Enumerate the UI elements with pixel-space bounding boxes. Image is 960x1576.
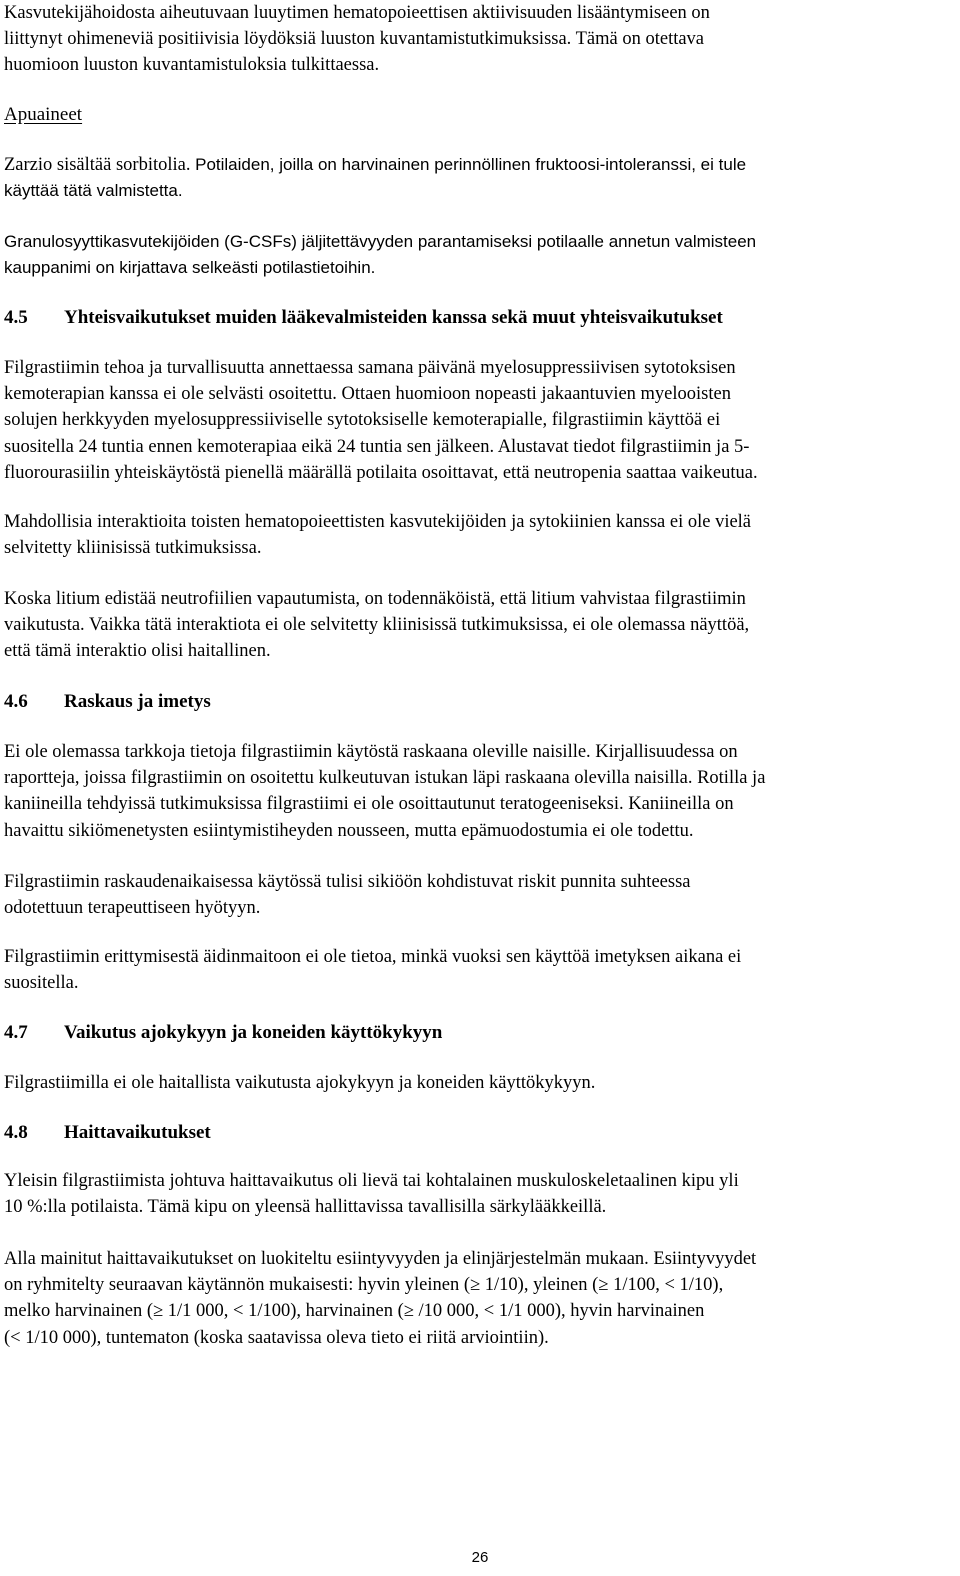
text-line: Koska litium edistää neutrofiilien vapautumista, on todennäköistä, että litium vahvistaa filgrastiimin [4, 589, 746, 609]
text-line: kaniineilla tehdyissä tutkimuksissa filgrastiimi ei ole osoittautunut teratogeeniseksi. Kaniineilla on [4, 794, 734, 815]
text-line: selvitetty kliinisissä tutkimuksissa. [4, 538, 262, 559]
section-4-8-paragraph-2 [4, 1246, 756, 1351]
apuaineet-heading: Apuaineet [4, 104, 83, 125]
section-number: 4.5 [4, 307, 28, 328]
text-line: on ryhmitelty seuraavan käytännön mukaisesti: hyvin yleinen (≥ 1/10), yleinen (≥ 1/100, < 1/10), [4, 1275, 724, 1296]
text-line: että tämä interaktio olisi haitallinen. [4, 641, 271, 662]
section-title: Haittavaikutukset [64, 1122, 211, 1143]
text-line: kemoterapian kanssa ei ole selvästi osoitettu. Ottaen huomioon nopeasti jakaantuvien myelooisten [4, 384, 731, 405]
section-4-5-paragraph-2 [4, 509, 751, 561]
text-line: fluorourasiilin yhteiskäytöstä pienellä määrällä potilaita osoittavat, että neutropenia saattaa vaikeutua. [4, 462, 758, 483]
section-title: Vaikutus ajokykyyn ja koneiden käyttökykyyn [64, 1022, 443, 1043]
section-4-8-heading [4, 1120, 211, 1146]
text-line: Alla mainitut haittavaikutukset on luokiteltu esiintyvyyden ja elinjärjestelmän mukaan. Esiintyvyydet [4, 1249, 757, 1269]
text-line: käyttää tätä valmistetta. [4, 181, 183, 201]
section-4-7-heading [4, 1020, 442, 1046]
text-line: suositella 24 tuntia ennen kemoterapiaa eikä 24 tuntia sen jälkeen. Alustavat tiedot filgrastiimin ja 5- [4, 436, 750, 457]
section-4-8-paragraph-1 [4, 1168, 739, 1220]
intro-paragraph [4, 0, 710, 79]
section-4-7-paragraph-1 [4, 1070, 595, 1096]
section-number: 4.8 [4, 1122, 28, 1143]
text-line: Filgrastiimin tehoa ja turvallisuutta annettaessa samana päivänä myelosuppressiivisen sytotoksisen [4, 358, 736, 378]
text-line: Granulosyyttikasvutekijöiden (G-CSFs) jäljitettävyyden parantamiseksi potilaalle annetun valmisteen [4, 232, 757, 251]
text-line: Kasvutekijähoidosta aiheutuvaan luuytimen hematopoieettisen aktiivisuuden lisääntymiseen on [4, 3, 710, 23]
section-4-6-paragraph-3 [4, 944, 741, 996]
text-line: Yleisin filgrastiimista johtuva haittavaikutus oli lievä tai kohtalainen muskuloskeletaalinen kipu yli [4, 1171, 739, 1191]
page-number: 26 [471, 1549, 489, 1566]
text-run-sans: Potilaiden, joilla on harvinainen perinnöllinen fruktoosi-intoleranssi, ei tule [195, 155, 747, 174]
text-line: raportteja, joissa filgrastiimin on osoitettu kulkeutuvan istukan läpi raskaana olevilla naisilla. Rotilla ja [4, 768, 766, 789]
text-line: Filgrastiimin erittymisestä äidinmaitoon ei ole tietoa, minkä vuoksi sen käyttöä imetyksen aikana ei [4, 947, 742, 967]
section-4-6-paragraph-2 [4, 869, 690, 921]
section-number: 4.6 [4, 691, 28, 712]
section-4-5-paragraph-1 [4, 355, 758, 486]
section-4-6-paragraph-1 [4, 739, 765, 844]
apuaineet-paragraph-2 [4, 229, 756, 281]
text-line: huomioon luuston kuvantamistuloksia tulkittaessa. [4, 55, 380, 76]
text-line: kauppanimi on kirjattava selkeästi potilastietoihin. [4, 258, 376, 278]
section-4-5-heading [4, 305, 723, 331]
section-title: Raskaus ja imetys [64, 691, 211, 712]
apuaineet-paragraph-1 [4, 152, 746, 204]
section-4-5-paragraph-3 [4, 586, 749, 665]
text-line: Filgrastiimin raskaudenaikaisessa käytössä tulisi sikiöön kohdistuvat riskit punnita suhteessa [4, 872, 691, 892]
text-line [4, 152, 746, 178]
text-run-serif: Zarzio sisältää sorbitolia. [4, 155, 196, 175]
text-line: melko harvinainen (≥ 1/1 000, < 1/100), harvinainen (≥ /10 000, < 1/1 000), hyvin harvinainen [4, 1301, 705, 1322]
text-line: Ei ole olemassa tarkkoja tietoja filgrastiimin käytöstä raskaana oleville naisille. Kirjallisuudessa on [4, 742, 738, 762]
text-line: odotettuun terapeuttiseen hyötyyn. [4, 898, 261, 919]
text-line: vaikutusta. Vaikka tätä interaktiota ei ole selvitetty kliinisissä tutkimuksissa, ei ole olemassa näyttöä, [4, 615, 750, 636]
text-line: liittynyt ohimeneviä positiivisia löydöksiä luuston kuvantamistutkimuksissa. Tämä on otettava [4, 29, 705, 50]
text-line: 10 %:lla potilaista. Tämä kipu on yleensä hallittavissa tavallisilla särkylääkkeillä. [4, 1197, 607, 1218]
text-line: Filgrastiimilla ei ole haitallista vaikutusta ajokykyyn ja koneiden käyttökykyyn. [4, 1073, 596, 1093]
section-title: Yhteisvaikutukset muiden lääkevalmisteiden kanssa sekä muut yhteisvaikutukset [64, 307, 723, 328]
section-4-6-heading [4, 689, 211, 715]
text-line: Mahdollisia interaktioita toisten hematopoieettisten kasvutekijöiden ja sytokiinien kanssa ei ole vielä [4, 512, 752, 532]
text-line: havaittu sikiömenetysten esiintymistiheyden nousseen, mutta epämuodostumia ei ole todettu. [4, 820, 694, 841]
text-line: suositella. [4, 973, 79, 994]
section-number: 4.7 [4, 1022, 28, 1043]
text-line: solujen herkkyyden myelosuppressiiviselle sytotoksiselle kemoterapialle, filgrastiimin käyttöä ei [4, 410, 721, 431]
text-line: (< 1/10 000), tuntematon (koska saatavissa oleva tieto ei riitä arviointiin). [4, 1327, 549, 1348]
